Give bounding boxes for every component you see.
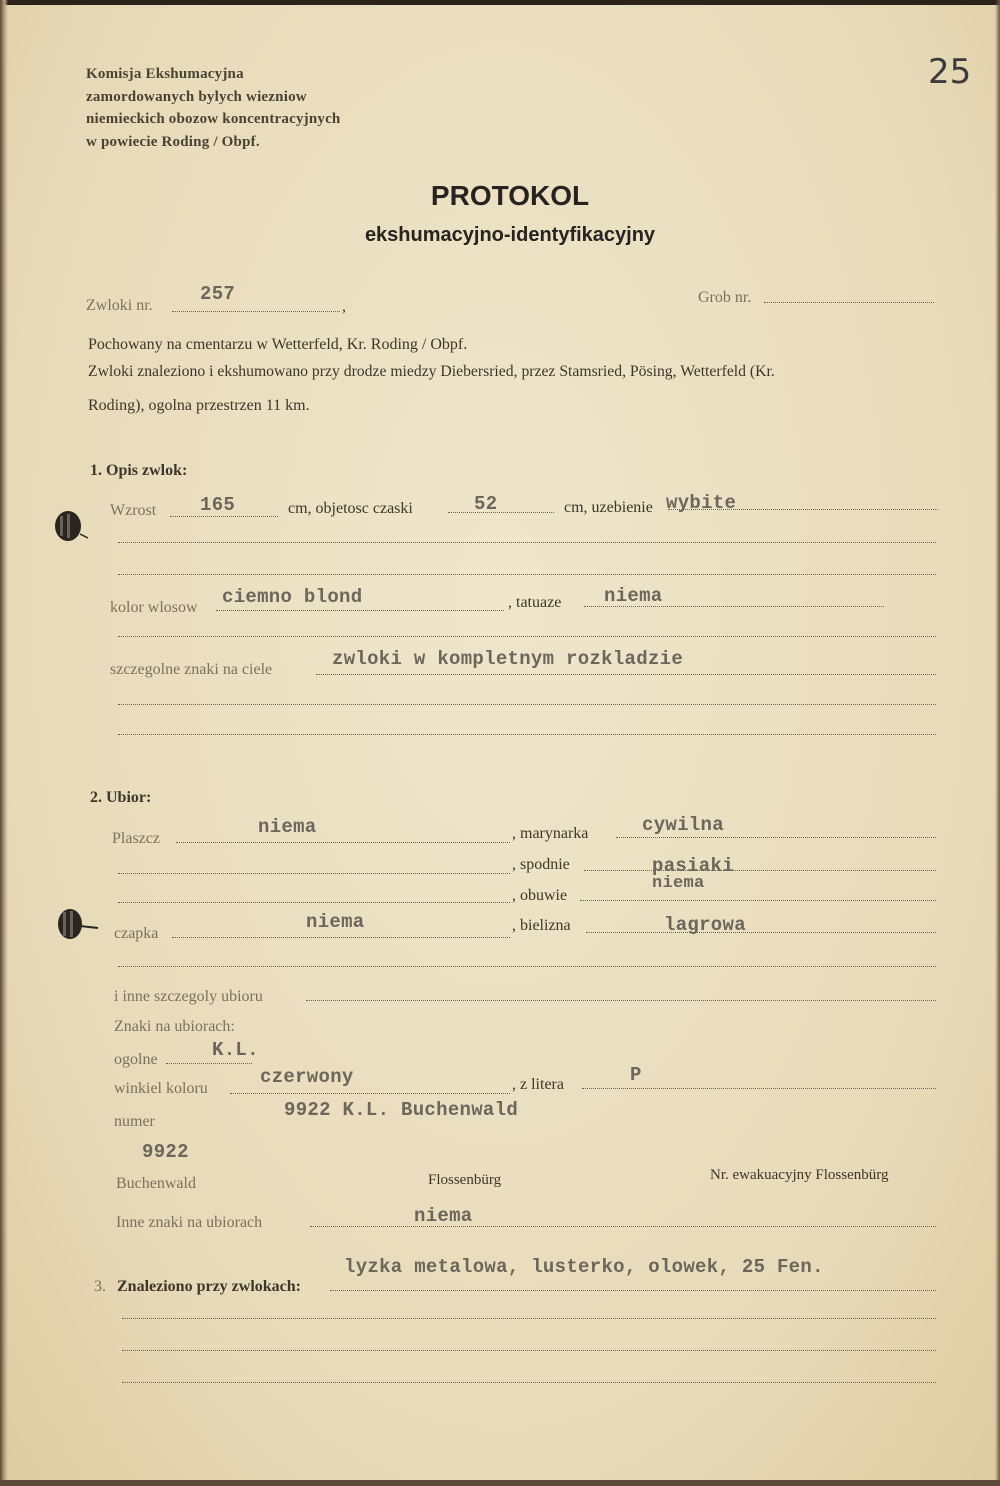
spodnie-value: pasiaki	[652, 855, 734, 877]
zwloki-comma: ,	[342, 298, 346, 315]
blank-line	[118, 966, 936, 967]
tatuaze-label: , tatuaze	[508, 594, 562, 611]
marynarka-label: , marynarka	[512, 825, 589, 842]
litera-label: , z litera	[512, 1076, 564, 1093]
right-edge	[995, 0, 1000, 1486]
uzebienie-value: wybite	[666, 492, 737, 514]
blank-line	[118, 902, 510, 903]
inne-znaki-value: niema	[414, 1205, 473, 1227]
winkiel-label: winkiel koloru	[114, 1080, 208, 1097]
litera-dotted-line	[582, 1088, 936, 1089]
czapka-value: niema	[306, 911, 365, 933]
inne-szczegoly-dotted-line	[306, 1000, 936, 1001]
section-3-heading: Znaleziono przy zwlokach:	[117, 1278, 301, 1295]
plaszcz-dotted-line	[176, 842, 510, 843]
tatuaze-value: niema	[604, 585, 663, 607]
bottom-edge	[0, 1480, 1000, 1486]
blank-line	[122, 1318, 936, 1319]
obuwie-dotted-line	[580, 900, 936, 901]
wzrost-value: 165	[200, 494, 236, 516]
intro-line-3: Roding), ogolna przestrzen 11 km.	[88, 397, 310, 414]
inne-znaki-dotted-line	[310, 1226, 936, 1227]
flossenburg-label: Flossenbürg	[428, 1172, 502, 1188]
obuwie-label: , obuwie	[512, 887, 568, 904]
section-3-value: lyzka metalowa, lusterko, olowek, 25 Fen.	[344, 1256, 824, 1278]
znaki-ciele-dotted-line	[316, 674, 936, 675]
ogolne-value: K.L.	[212, 1039, 259, 1061]
ink-blot-icon	[50, 508, 90, 544]
zwloki-dotted-line	[172, 311, 340, 312]
org-line-3: niemieckich obozow koncentracyjnych	[86, 111, 341, 127]
inne-znaki-label: Inne znaki na ubiorach	[116, 1214, 263, 1231]
marynarka-dotted-line	[616, 837, 936, 838]
left-edge	[0, 0, 8, 1486]
org-line-4: w powiecie Roding / Obpf.	[86, 134, 260, 150]
plaszcz-label: Plaszcz	[112, 830, 160, 847]
winkiel-dotted-line	[230, 1093, 510, 1094]
org-line-1: Komisja Ekshumacyjna	[86, 66, 244, 82]
litera-value: P	[630, 1064, 642, 1086]
numer-value: 9922 K.L. Buchenwald	[284, 1099, 519, 1121]
wzrost-dotted-line	[170, 516, 278, 517]
marynarka-value: cywilna	[642, 814, 724, 836]
kolor-label: kolor wlosow	[110, 599, 198, 616]
zwloki-value: 257	[200, 283, 236, 305]
spodnie-label: , spodnie	[512, 856, 570, 873]
org-line-2: zamordowanych bylych wiezniow	[86, 89, 307, 105]
grob-label: Grob nr.	[698, 289, 752, 306]
document-title: PROTOKOL	[430, 180, 590, 211]
blank-line	[118, 636, 936, 637]
bielizna-dotted-line	[586, 932, 936, 933]
intro-line-2: Zwloki znaleziono i ekshumowano przy drodze miedzy Diebersried, przez Stamsried, Pösing, Wetterfeld (Kr.	[88, 363, 775, 380]
ink-blot-icon	[52, 906, 102, 942]
spodnie-dotted-line	[584, 870, 936, 871]
znaki-ciele-label: szczegolne znaki na ciele	[110, 661, 273, 678]
bielizna-value: lagrowa	[664, 914, 746, 936]
intro-line-1: Pochowany na cmentarzu w Wetterfeld, Kr. Roding / Obpf.	[88, 336, 468, 353]
blank-line	[118, 542, 936, 543]
ogolne-label: ogolne	[114, 1051, 158, 1068]
znaki-ciele-value: zwloki w kompletnym rozkladzie	[332, 648, 684, 670]
wzrost-label: Wzrost	[110, 502, 157, 519]
buchenwald-number: 9922	[142, 1141, 189, 1163]
obuwie-value: niema	[652, 874, 705, 893]
kolor-value: ciemno blond	[222, 586, 363, 608]
blank-line	[118, 574, 936, 575]
uzebienie-label: cm, uzebienie	[564, 499, 653, 516]
blank-line	[122, 1350, 936, 1351]
section-3-number: 3.	[94, 1278, 106, 1295]
czapka-dotted-line	[172, 937, 510, 938]
objetosc-label: cm, objetosc czaski	[288, 500, 413, 517]
top-edge	[0, 0, 1000, 5]
inne-szczegoly-label: i inne szczegoly ubioru	[114, 988, 263, 1005]
objetosc-dotted-line	[448, 512, 554, 513]
blank-line	[118, 734, 936, 735]
winkiel-value: czerwony	[260, 1066, 354, 1088]
bielizna-label: , bielizna	[512, 917, 571, 934]
section-1-heading: 1. Opis zwlok:	[90, 462, 188, 479]
buchenwald-label: Buchenwald	[116, 1175, 196, 1192]
plaszcz-value: niema	[258, 816, 317, 838]
grob-dotted-line	[764, 302, 934, 303]
zwloki-label: Zwloki nr.	[86, 297, 153, 314]
nr-ewakuacyjny-label: Nr. ewakuacyjny Flossenbürg	[710, 1167, 889, 1183]
section-2-heading: 2. Ubior:	[90, 789, 152, 806]
blank-line	[118, 704, 936, 705]
ogolne-dotted-line	[166, 1063, 252, 1064]
blank-line	[122, 1382, 936, 1383]
section-3-dotted-line	[330, 1290, 936, 1291]
page-number: 25	[928, 52, 972, 92]
numer-label: numer	[114, 1113, 155, 1130]
znaki-na-ubiorach-label: Znaki na ubiorach:	[114, 1018, 235, 1035]
document-subtitle: ekshumacyjno-identyfikacyjny	[364, 224, 656, 246]
kolor-dotted-line	[216, 610, 504, 611]
blank-line	[118, 873, 510, 874]
objetosc-value: 52	[474, 493, 498, 515]
czapka-label: czapka	[114, 925, 159, 942]
